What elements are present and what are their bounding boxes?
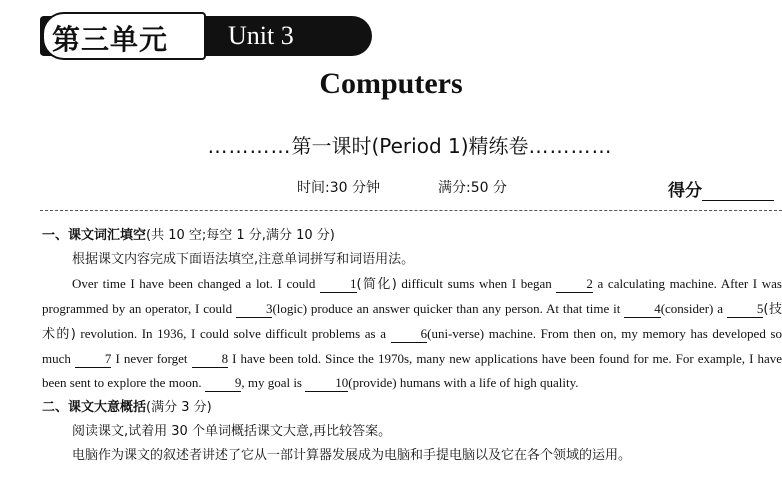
blank-8[interactable]: 8	[192, 351, 229, 368]
section1-note: (共 10 空;每空 1 分,满分 10 分)	[146, 228, 335, 243]
worksheet-content	[42, 223, 782, 468]
unit-label-chinese: 第三单元	[52, 23, 169, 56]
blank-6[interactable]: 6	[391, 326, 428, 343]
unit-banner	[40, 12, 372, 60]
blank-1[interactable]: 1	[320, 276, 357, 293]
section2-note: (满分 3 分)	[146, 400, 212, 415]
score-blank-line[interactable]	[702, 182, 774, 201]
section2-instruction: 阅读课文,试着用 30 个单词概括课文大意,再比较答案。	[72, 424, 392, 439]
section2-title: 二、课文大意概括	[42, 400, 147, 415]
section1-title: 一、课文词汇填空	[42, 228, 147, 243]
subtitle-dots-right: …………	[528, 134, 613, 158]
blank-7[interactable]: 7	[75, 351, 112, 368]
dashed-divider	[40, 210, 782, 211]
section2-heading	[42, 395, 782, 420]
section1-instruction: 根据课文内容完成下面语法填空,注意单词拼写和词语用法。	[72, 252, 415, 267]
blank-9[interactable]: 9	[205, 375, 242, 392]
cloze-passage: Over time I have been changed a lot. I could 1(简化) difficult sums when I began 2 a calculating machine. After I was programmed by an operator, I could 3(logic) produce an answer quicker than any person. At that time it 4(consider) a 5(技术的) revolution. In 1936, I could solve difficult problems as a 6(uni-verse) machine. From then on, my memory has developed so much 7 I never forget 8 I have been told. Since the 1970s, many new applications have been found for me. For example, I have been sent to explore the moon. 9, my goal is 10(provide) humans with a life of high quality.	[42, 276, 782, 390]
blank-4[interactable]: 4	[624, 301, 661, 318]
hint-1: (简化)	[356, 277, 397, 292]
section2-summary: 电脑作为课文的叙述者讲述了它从一部计算器发展成为电脑和手提电脑以及它在各个领域的运用。	[72, 448, 632, 463]
lesson-subtitle	[0, 130, 782, 159]
score-field	[668, 176, 774, 201]
hint-3: (logic)	[272, 301, 308, 316]
blank-3[interactable]: 3	[236, 301, 273, 318]
blank-10[interactable]: 10	[305, 375, 348, 392]
subtitle-text: 第一课时(Period 1)精练卷	[291, 134, 529, 158]
hint-4: (consider)	[660, 301, 714, 316]
hint-10: (provide)	[348, 375, 397, 390]
hint-6: (uni-verse)	[427, 326, 485, 341]
page-title: Computers	[319, 67, 463, 100]
blank-5[interactable]: 5	[727, 301, 764, 318]
blank-2[interactable]: 2	[556, 276, 593, 293]
unit-label-english: Unit 3	[228, 21, 294, 50]
section1-heading	[42, 223, 782, 248]
full-score: 满分:50 分	[438, 180, 507, 196]
score-label: 得分	[668, 181, 702, 201]
time-limit: 时间:30 分钟	[297, 180, 380, 196]
hint-5: (技术的)	[42, 302, 782, 342]
subtitle-dots-left: …………	[207, 134, 292, 158]
